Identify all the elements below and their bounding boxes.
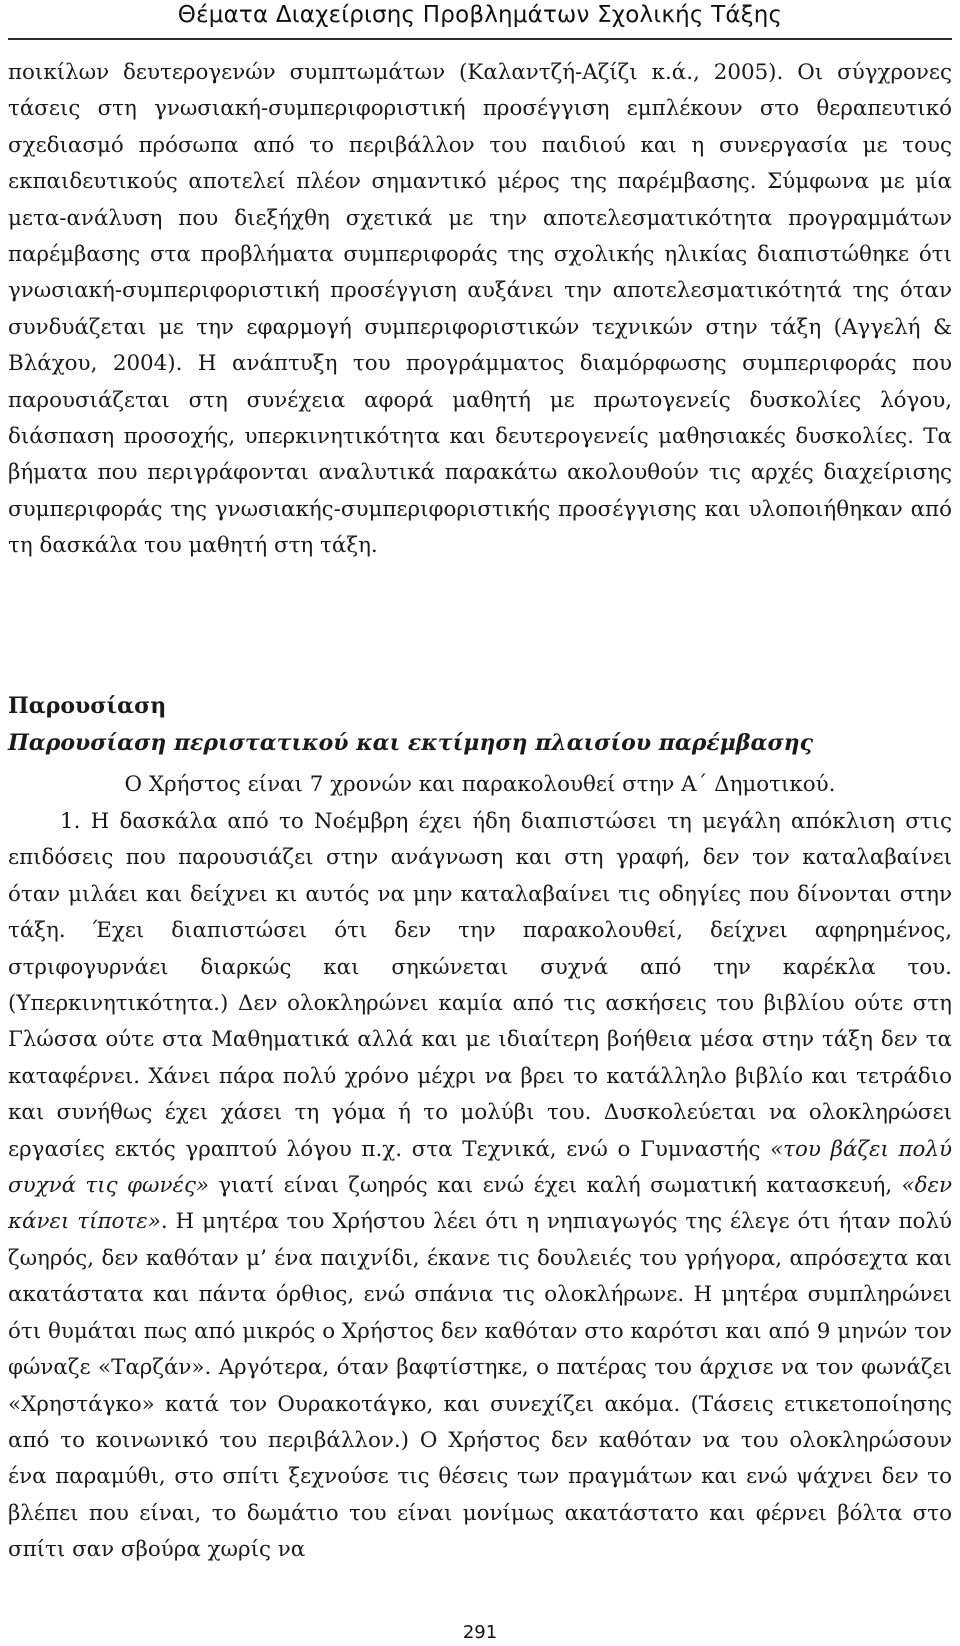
quoted-remark: «του βάζει πολύ συχνά τις φωνές» xyxy=(8,1136,953,1199)
quoted-remark: «δεν κάνει τίποτε» xyxy=(8,1173,952,1235)
case-intro-line: Ο Χρήστος είναι 7 χρονών και παρακολουθεί στην Α΄ Δημοτικού. xyxy=(124,772,836,797)
running-header: Θέματα Διαχείρισης Προβλημάτων Σχολικής Τάξης xyxy=(177,2,783,28)
subsection-title: Παρουσίαση περιστατικού και εκτίμηση πλαισίου παρέμβασης xyxy=(8,730,814,756)
case-description xyxy=(8,804,952,1569)
page-body xyxy=(8,55,952,565)
page-number: 291 xyxy=(462,1622,498,1643)
header-divider xyxy=(8,38,952,40)
numbered-item-1 xyxy=(8,804,952,1569)
body-paragraph: ποικίλων δευτερογενών συμπτωμάτων (Καλαντζή-Αζίζι κ.ά., 2005). Οι σύγχρονες τάσεις στη γνωσιακή-συμπεριφοριστική προσέγγιση εμπλέκουν στο θεραπευτικό σχεδιασμό πρόσωπα από το περιβάλλον του παιδιού και η συνεργασία με τους εκπαιδευτικούς αποτελεί πλέον σημαντικό μέρος της παρέμβασης. Σύμφωνα με μία μετα-ανάλυση που διεξήχθη σχετικά με την αποτελεσματικότητα προγραμμάτων παρέμβασης στα προβλήματα συμπεριφοράς της σχολικής ηλικίας διαπιστώθηκε ότι γνωσιακή-συμπεριφοριστική προσέγγιση αυξάνει την αποτελεσματικότητά της όταν συνδυάζεται με την εφαρμογή συμπεριφοριστικών τεχνικών στην τάξη (Αγγελή & Βλάχου, 2004). Η ανάπτυξη του προγράμματος διαμόρφωσης συμπεριφοράς που παρουσιάζεται στη συνέχεια αφορά μαθητή με πρωτογενείς δυσκολίες λόγου, διάσπαση προσοχής, υπερκινητικότητα και δευτερογενείς μαθησιακές δυσκολίες. Τα βήματα που περιγράφονται αναλυτικά παρακάτω ακολουθούν τις αρχές διαχείρισης συμπεριφοράς της γνωσιακής-συμπεριφοριστικής προσέγγισης και υλοποιήθηκαν από τη δασκάλα του μαθητή στη τάξη. xyxy=(8,60,952,559)
item-text-segment: γιατί είναι ζωηρός και ενώ έχει καλή σωματική κατασκευή, xyxy=(209,1173,902,1199)
item-text-segment: . Η μητέρα του Χρήστου λέει ότι η νηπιαγωγός της έλεγε ότι ήταν πολύ ζωηρός, δεν καθόταν μ’ ένα παιχνίδι, έκανε τις δουλειές του γρήγορα, απρόσεχτα και ακατάστατα και πάντα όρθιος, ενώ σπάνια τις ολοκλήρωνε. Η μητέρα συμπληρώνει ότι θυμάται πως από μικρός ο Χρήστος δεν καθόταν στο καρότσι και από 9 μηνών τον φώναζε «Ταρζάν». Αργότερα, όταν βαφτίστηκε, ο πατέρας του άρχισε να τον φωνάζει «Χρηστάγκο» κατά τον Ουρακοτάγκο, και συνεχίζει ακόμα. (Τάσεις ετικετοποίησης από το κοινωνικό του περιβάλλον.) Ο Χρήστος δεν καθόταν να του ολοκληρώσουν ένα παραμύθι, στο σπίτι ξεχνούσε τις θέσεις των πραγμάτων και ενώ ψάχνει δεν το βλέπει που είναι, το δωμάτιο του είναι μονίμως ακατάστατο και φέρνει βόλτα στο σπίτι σαν σβούρα χωρίς να xyxy=(8,1209,953,1563)
section-title: Παρουσίαση xyxy=(8,693,167,719)
item-text-segment: 1. Η δασκάλα από το Νοέμβρη έχει ήδη διαπιστώσει τη μεγάλη απόκλιση στις επιδόσεις που παρουσιάζει στην ανάγνωση και στη γραφή, δεν τον καταλαβαίνει όταν μιλάει και δείχνει κι αυτός να μην καταλαβαίνει τις οδηγίες που δίνονται στην τάξη. Έχει διαπιστώσει ότι δεν την παρακολουθεί, δείχνει αφηρημένος, στριφογυρνάει διαρκώς και σηκώνεται συχνά από την καρέκλα του. (Υπερκινητικότητα.) Δεν ολοκληρώνει καμία από τις ασκήσεις του βιβλίου ούτε στη Γλώσσα ούτε στα Μαθηματικά αλλά και με ιδιαίτερη βοήθεια μέσα στην τάξη δεν τα καταφέρνει. Χάνει πάρα πολύ χρόνο μέχρι να βρει το κατάλληλο βιβλίο και τετράδιο και συνήθως έχει χάσει τη γόμα ή το μολύβι του. Δυσκολεύεται να ολοκληρώσει εργασίες εκτός γραπτού λόγου π.χ. στα Τεχνικά, ενώ ο Γυμναστής xyxy=(8,809,952,1162)
